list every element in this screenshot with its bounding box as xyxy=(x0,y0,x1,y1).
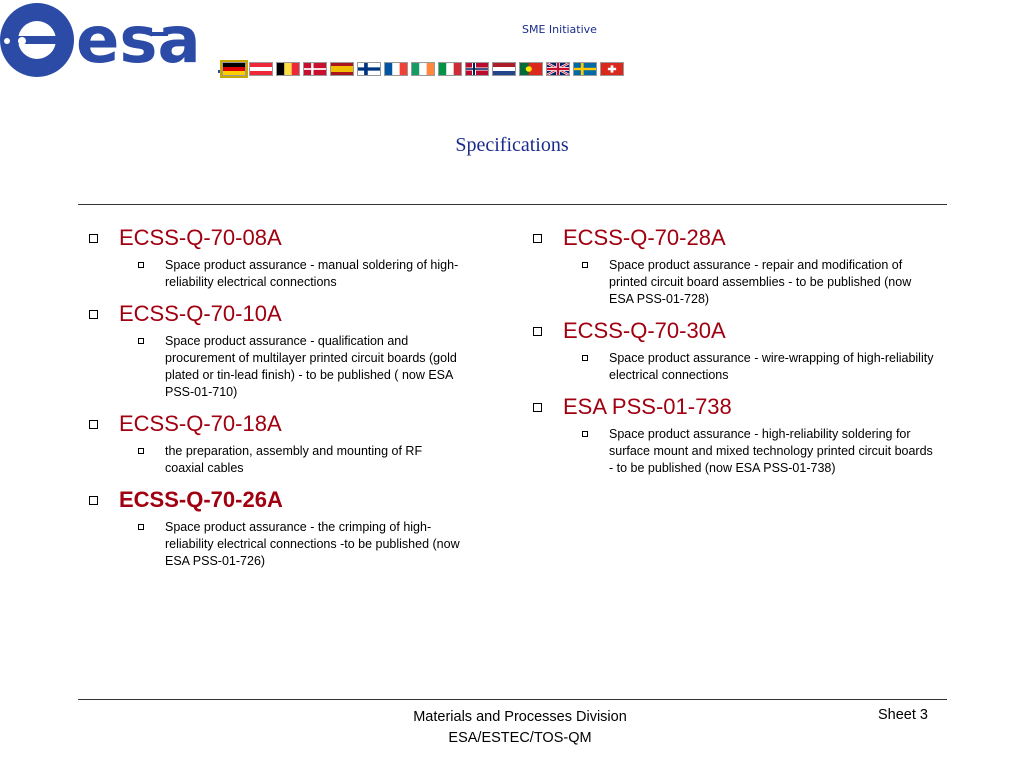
spec-code: ECSS-Q-70-08A xyxy=(119,225,282,250)
spec-code: ECSS-Q-70-10A xyxy=(119,301,282,326)
small-square-bullet-icon xyxy=(138,338,144,344)
footer-division: Materials and Processes Division xyxy=(413,709,627,725)
small-square-bullet-icon xyxy=(582,431,588,437)
spec-description: the preparation, assembly and mounting of RF coaxial cables xyxy=(165,444,423,475)
square-bullet-icon xyxy=(89,234,98,243)
esa-logo-icon xyxy=(0,0,230,82)
uk-flag-icon[interactable] xyxy=(546,62,570,76)
spec-item xyxy=(88,486,463,570)
belgium-flag-icon[interactable] xyxy=(276,62,300,76)
footer xyxy=(0,707,1024,749)
page-title: Specifications xyxy=(455,134,569,156)
spain-flag-icon[interactable] xyxy=(330,62,354,76)
spec-code: ECSS-Q-70-30A xyxy=(563,318,726,343)
small-square-bullet-icon xyxy=(582,262,588,268)
small-square-bullet-icon xyxy=(138,262,144,268)
square-bullet-icon xyxy=(533,403,542,412)
netherlands-flag-icon[interactable] xyxy=(492,62,516,76)
spec-item xyxy=(532,224,942,308)
square-bullet-icon xyxy=(533,234,542,243)
norway-flag-icon[interactable] xyxy=(465,62,489,76)
spec-code: ECSS-Q-70-18A xyxy=(119,411,282,436)
spec-item xyxy=(532,317,942,384)
spec-code: ECSS-Q-70-28A xyxy=(563,225,726,250)
spec-item xyxy=(532,393,942,477)
top-divider xyxy=(78,204,947,205)
spec-item xyxy=(88,410,463,477)
footer-department: ESA/ESTEC/TOS-QM xyxy=(448,730,592,746)
square-bullet-icon xyxy=(89,420,98,429)
sheet-number: Sheet 3 xyxy=(878,707,928,723)
austria-flag-icon[interactable] xyxy=(249,62,273,76)
bottom-divider xyxy=(78,699,947,700)
spec-item xyxy=(88,224,463,291)
france-flag-icon[interactable] xyxy=(384,62,408,76)
left-column xyxy=(88,224,463,579)
spec-description: Space product assurance - qualification and procurement of multilayer printed circuit boards (gold plated or tin-lead finish) - to be published ( now ESA PSS-01-710) xyxy=(165,334,457,399)
switzerland-flag-icon[interactable] xyxy=(600,62,624,76)
right-column xyxy=(532,224,942,486)
flag-row xyxy=(222,62,624,76)
small-square-bullet-icon xyxy=(582,355,588,361)
spec-code: ESA PSS-01-738 xyxy=(563,394,732,419)
italy-flag-icon[interactable] xyxy=(438,62,462,76)
portugal-flag-icon[interactable] xyxy=(519,62,543,76)
square-bullet-icon xyxy=(533,327,542,336)
square-bullet-icon xyxy=(89,496,98,505)
header-subtitle: SME Initiative xyxy=(522,23,597,36)
small-square-bullet-icon xyxy=(138,524,144,530)
denmark-flag-icon[interactable] xyxy=(303,62,327,76)
ireland-flag-icon[interactable] xyxy=(411,62,435,76)
spec-description: Space product assurance - the crimping of high-reliability electrical connections -to be published (now ESA PSS-01-726) xyxy=(165,520,460,568)
square-bullet-icon xyxy=(89,310,98,319)
spec-item xyxy=(88,300,463,401)
spec-description: Space product assurance - wire-wrapping of high-reliability electrical connections xyxy=(609,351,934,382)
svg-text:esa: esa xyxy=(76,4,201,78)
spec-description: Space product assurance - manual soldering of high-reliability electrical connections xyxy=(165,258,459,289)
spec-description: Space product assurance - repair and modification of printed circuit board assemblies - to be published (now ESA PSS-01-728) xyxy=(609,258,912,306)
small-square-bullet-icon xyxy=(138,448,144,454)
germany-flag-icon[interactable] xyxy=(222,62,246,76)
sweden-flag-icon[interactable] xyxy=(573,62,597,76)
spec-code: ECSS-Q-70-26A xyxy=(119,487,283,512)
spec-description: Space product assurance - high-reliability soldering for surface mount and mixed technology printed circuit boards - to be published (now ESA PSS-01-738) xyxy=(609,427,933,475)
finland-flag-icon[interactable] xyxy=(357,62,381,76)
